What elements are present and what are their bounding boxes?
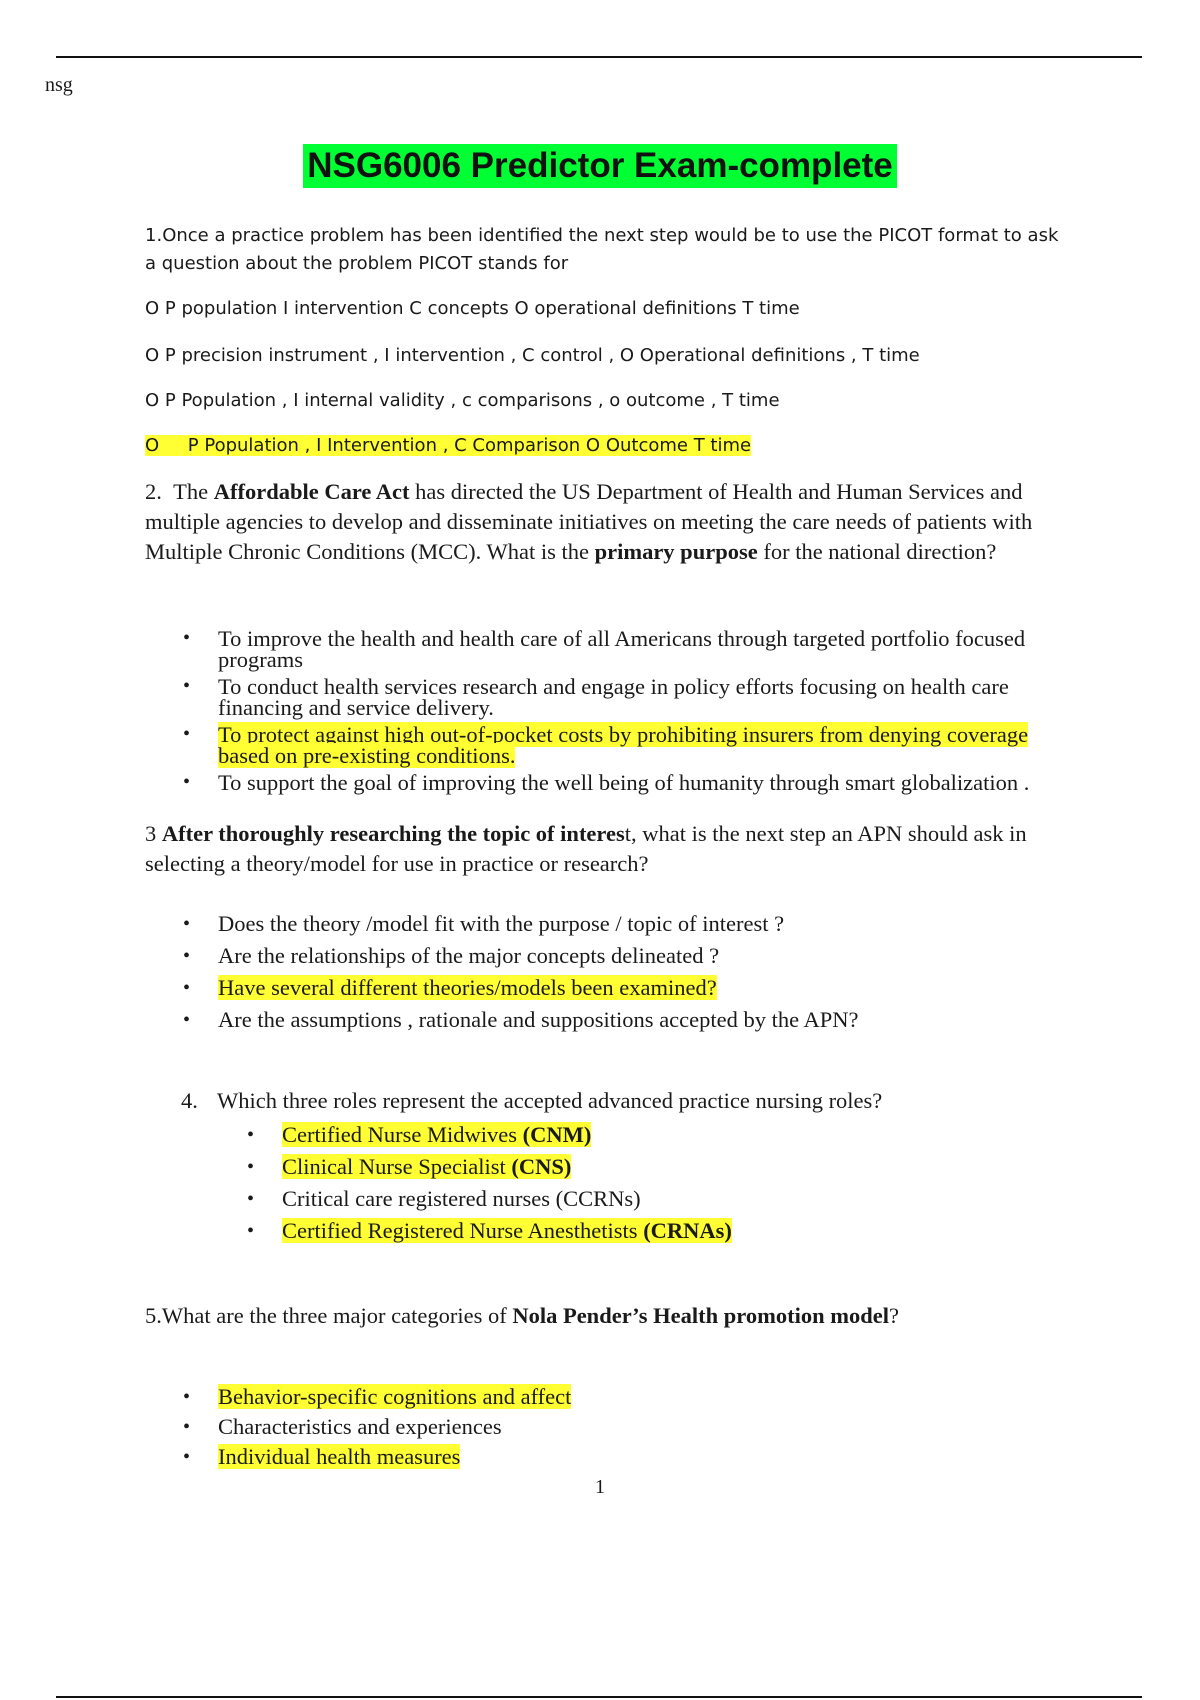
question-5-options [145, 1383, 1045, 1473]
question-4-option-d-text: Certified Registered Nurse Anesthetists [282, 1218, 644, 1243]
question-3 [145, 819, 1075, 879]
question-3-options [145, 909, 1045, 1037]
question-4-answer-highlight-a [282, 1122, 591, 1147]
question-1-option-c: O P Population , I internal validity , c comparisons , o outcome , T time [145, 390, 780, 411]
page-number: 1 [595, 1476, 605, 1498]
header-label: nsg [45, 74, 73, 96]
question-1-option-b: O P precision instrument , I intervention , C control , O Operational definitions , T time [145, 345, 920, 366]
question-4-answer-highlight-b [282, 1154, 571, 1179]
footer-rule [56, 1696, 1142, 1698]
question-2-bold-a: Affordable Care Act [213, 479, 410, 504]
question-2-text-b: has directed the US Department of Health and Human Services and multiple agencies to develop and disseminate initiatives on meeting the care needs of patients with Multiple Chronic Conditions (MCC). What is the [145, 479, 1033, 564]
question-3-answer-highlight: Have several different theories/models been examined? [218, 975, 717, 1000]
question-2-option-c [145, 724, 1045, 766]
question-4-option-c [145, 1184, 1045, 1214]
question-4 [181, 1088, 882, 1114]
question-4-option-a-abbr: (CNM) [522, 1122, 592, 1147]
question-2-text-c: for the national direction? [757, 539, 997, 564]
question-4-option-b [145, 1152, 1045, 1182]
question-4-text: Which three roles represent the accepted advanced practice nursing roles? [217, 1088, 883, 1113]
question-4-option-a-text: Certified Nurse Midwives [282, 1122, 523, 1147]
question-4-option-d-abbr: (CRNAs) [643, 1218, 732, 1243]
question-3-option-b: • Are the relationships of the major concepts delineated ? [145, 941, 1045, 971]
question-4-option-a [145, 1120, 1045, 1150]
title-block [0, 144, 1200, 188]
question-3-option-a: • Does the theory /model fit with the purpose / topic of interest ? [145, 909, 1045, 939]
question-3-option-c [145, 973, 1045, 1003]
question-5-text-a: What are the three major categories of [161, 1303, 513, 1328]
question-5-number: 5. [145, 1303, 162, 1328]
question-3-bold-a: After thoroughly researching the topic of interes [161, 821, 625, 846]
question-4-option-b-text: Clinical Nurse Specialist [282, 1154, 512, 1179]
question-1-number: 1. [145, 225, 163, 246]
question-1-option-a: O P population I intervention C concepts O operational definitions T time [145, 298, 800, 319]
question-1-answer-highlight: O P Population , I Intervention , C Comparison O Outcome T time [145, 435, 752, 456]
question-2-options [145, 628, 1045, 799]
question-2-text-a: The [173, 479, 214, 504]
question-1-text: Once a practice problem has been identified the next step would be to use the PICOT format to ask a question about the problem PICOT stands for [145, 225, 1059, 274]
question-2-bold-b: primary purpose [594, 539, 758, 564]
question-5 [145, 1303, 899, 1329]
question-5-text-b: ? [888, 1303, 899, 1328]
question-5-option-a [145, 1383, 1045, 1411]
question-1-option-d [145, 435, 751, 456]
question-5-option-b: • Characteristics and experiences [145, 1413, 1045, 1441]
question-3-option-d: • Are the assumptions , rationale and suppositions accepted by the APN? [145, 1005, 1045, 1035]
question-2-number: 2. [145, 479, 162, 504]
question-5-answer-highlight-a: Behavior-specific cognitions and affect [218, 1384, 572, 1409]
question-4-answer-highlight-d [282, 1218, 732, 1243]
question-2 [145, 477, 1075, 567]
question-5-option-c [145, 1443, 1045, 1471]
question-2-option-d: • To support the goal of improving the well being of humanity through smart globalization . [145, 772, 1045, 793]
question-3-text-a: t, what is the next step an APN should ask in selecting a theory/model for use in practice or research? [145, 821, 1027, 876]
question-5-bold-a: Nola Pender’s Health promotion model [512, 1303, 889, 1328]
question-2-answer-highlight: To protect against high out-of-pocket costs by prohibiting insurers from denying coverage based on pre-existing conditions. [218, 722, 1029, 768]
question-5-answer-highlight-c: Individual health measures [218, 1444, 461, 1469]
question-4-option-c-text: Critical care registered nurses (CCRNs) [282, 1186, 641, 1211]
page-title: NSG6006 Predictor Exam-complete [303, 144, 897, 188]
question-1 [145, 222, 1075, 278]
question-4-option-b-abbr: (CNS) [511, 1154, 572, 1179]
header-rule [56, 56, 1142, 58]
question-3-number: 3 [145, 821, 157, 846]
question-2-option-a: • To improve the health and health care of all Americans through targeted portfolio focused programs [145, 628, 1045, 670]
question-4-number: 4. [181, 1088, 198, 1113]
question-4-options [145, 1120, 1045, 1248]
question-2-option-b: • To conduct health services research and engage in policy efforts focusing on health care financing and service delivery. [145, 676, 1045, 718]
question-4-option-d [145, 1216, 1045, 1246]
